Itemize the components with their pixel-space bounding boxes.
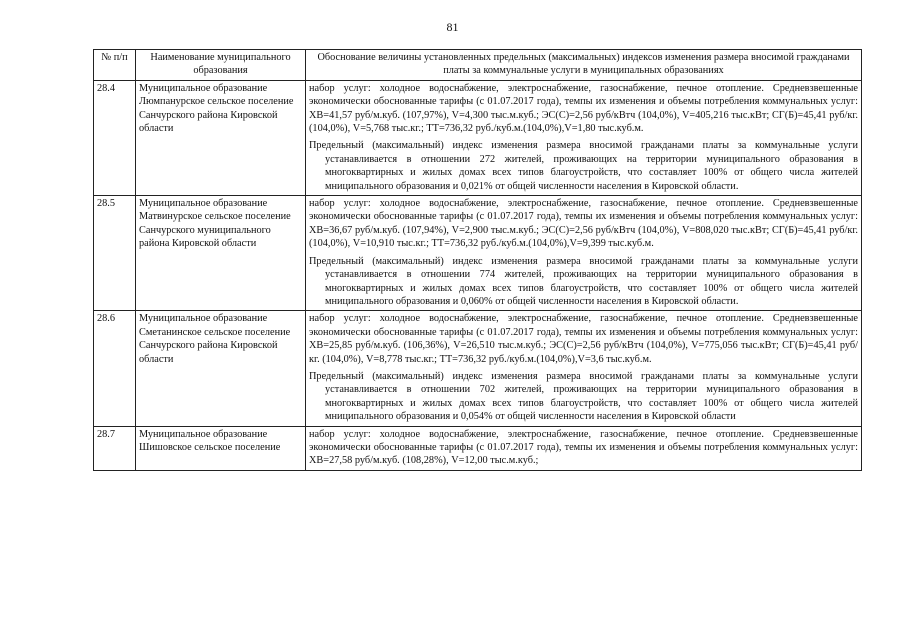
- table-header-row: [94, 50, 862, 81]
- services-paragraph: набор услуг: холодное водоснабжение, электроснабжение, газоснабжение, печное отопление. Средневзвешенные экономически обоснованные тарифы (с 01.07.2017 года), темпы их изменения и объемы потребления коммунальных услуг: ХВ=41,57 руб/м.куб. (107,97%), V=4,300 тыс.м.куб.; ЭС(С)=2,56 руб/кВтч (104,0%), V=405,216 тыс.кВт; СГ(Б)=45,41 руб/кг. (104,0%), V=5,768 тыс.кг.; ТТ=736,32 руб./куб.м.(104,0%),V=1,80 тыс.куб.м.: [309, 82, 858, 135]
- table-row: [94, 426, 862, 470]
- limit-paragraph: Предельный (максимальный) индекс изменения размера вносимой гражданами платы за коммунальные услуги устанавливается в отношении 272 жителей, проживающих на территории муниципального образования в многоквартирных и жилых домах всех типов благоустройств, что составляет 100% от общего числа жителей мниципального образования и 0,021% от общей численности населения в Кировской области.: [309, 140, 858, 192]
- services-paragraph: набор услуг: холодное водоснабжение, электроснабжение, газоснабжение, печное отопление. Средневзвешенные экономически обоснованные тарифы (с 01.07.2017 года), темпы их изменения и объемы потребления коммунальных услуг: ХВ=36,67 руб/м.куб. (107,94%), V=2,900 тыс.м.куб.; ЭС(С)=2,56 руб/кВтч (104,0%), V=808,020 тыс.кВт; СГ(Б)=45,41 руб/кг. (104,0%), V=10,910 тыс.кг.; ТТ=736,32 руб./куб.м.(104,0%),V=9,399 тыс.куб.м.: [309, 198, 858, 250]
- justification-cell: [306, 80, 862, 195]
- table-row: [94, 196, 862, 311]
- page-number: 81: [446, 20, 459, 34]
- justification-cell: [306, 311, 862, 426]
- tariff-table: [93, 49, 862, 471]
- municipality-name: Муниципальное образование Матвинурское сельское поселение Санчурского муниципального района Кировской области: [136, 196, 306, 311]
- header-number: № п/п: [94, 50, 136, 81]
- row-number: 28.7: [94, 426, 136, 470]
- services-paragraph: набор услуг: холодное водоснабжение, электроснабжение, газоснабжение, печное отопление. Средневзвешенные экономически обоснованные тарифы (с 01.07.2017 года), темпы их изменения и объемы потребления коммунальных услуг: ХВ=27,58 руб/м.куб. (108,28%), V=12,00 тыс.м.куб.;: [309, 428, 858, 467]
- services-paragraph: набор услуг: холодное водоснабжение, электроснабжение, газоснабжение, печное отопление. Средневзвешенные экономически обоснованные тарифы (с 01.07.2017 года), темпы их изменения и объемы потребления коммунальных услуг: ХВ=25,85 руб/м.куб. (106,36%), V=26,510 тыс.м.куб.; ЭС(С)=2,56 руб/кВтч (104,0%), V=775,056 тыс.кВт; СГ(Б)=45,41 руб/кг. (104,0%), V=8,778 тыс.кг.; ТТ=736,32 руб./куб.м.(104,0%),V=3,6 тыс.куб.м.: [309, 313, 858, 365]
- table-row: [94, 80, 862, 195]
- table-row: [94, 311, 862, 426]
- justification-cell: [306, 426, 862, 470]
- justification-cell: [306, 196, 862, 311]
- municipality-name: Муниципальное образование Люмпанурское сельское поселение Санчурского района Кировской области: [136, 80, 306, 195]
- row-number: 28.5: [94, 196, 136, 311]
- row-number: 28.4: [94, 80, 136, 195]
- limit-paragraph: Предельный (максимальный) индекс изменения размера вносимой гражданами платы за коммунальные услуги устанавливается в отношении 702 жителей, проживающих на территории муниципального образования в многоквартирных и жилых домах всех типов благоустройств, что составляет 100% от общего числа жителей мниципального образования и 0,054% от общей численности населения в Кировской области: [309, 370, 858, 423]
- municipality-name: Муниципальное образование Шишовское сельское поселение: [136, 426, 306, 470]
- header-municipality: Наименование муниципального образования: [136, 50, 306, 81]
- header-justification: Обоснование величины установленных предельных (максимальных) индексов изменения размера вносимой гражданами платы за коммунальные услуги в муниципальных образованиях: [306, 50, 862, 81]
- municipality-name: Муниципальное образование Сметанинское сельское поселение Санчурского района Кировской области: [136, 311, 306, 426]
- row-number: 28.6: [94, 311, 136, 426]
- limit-paragraph: Предельный (максимальный) индекс изменения размера вносимой гражданами платы за коммунальные услуги устанавливается в отношении 774 жителей, проживающих на территории муниципального образования в многоквартирных и жилых домах всех типов благоустройств, что составляет 100% от общего числа жителей мниципального образования и 0,060% от общей численности населения в Кировской области.: [309, 255, 858, 307]
